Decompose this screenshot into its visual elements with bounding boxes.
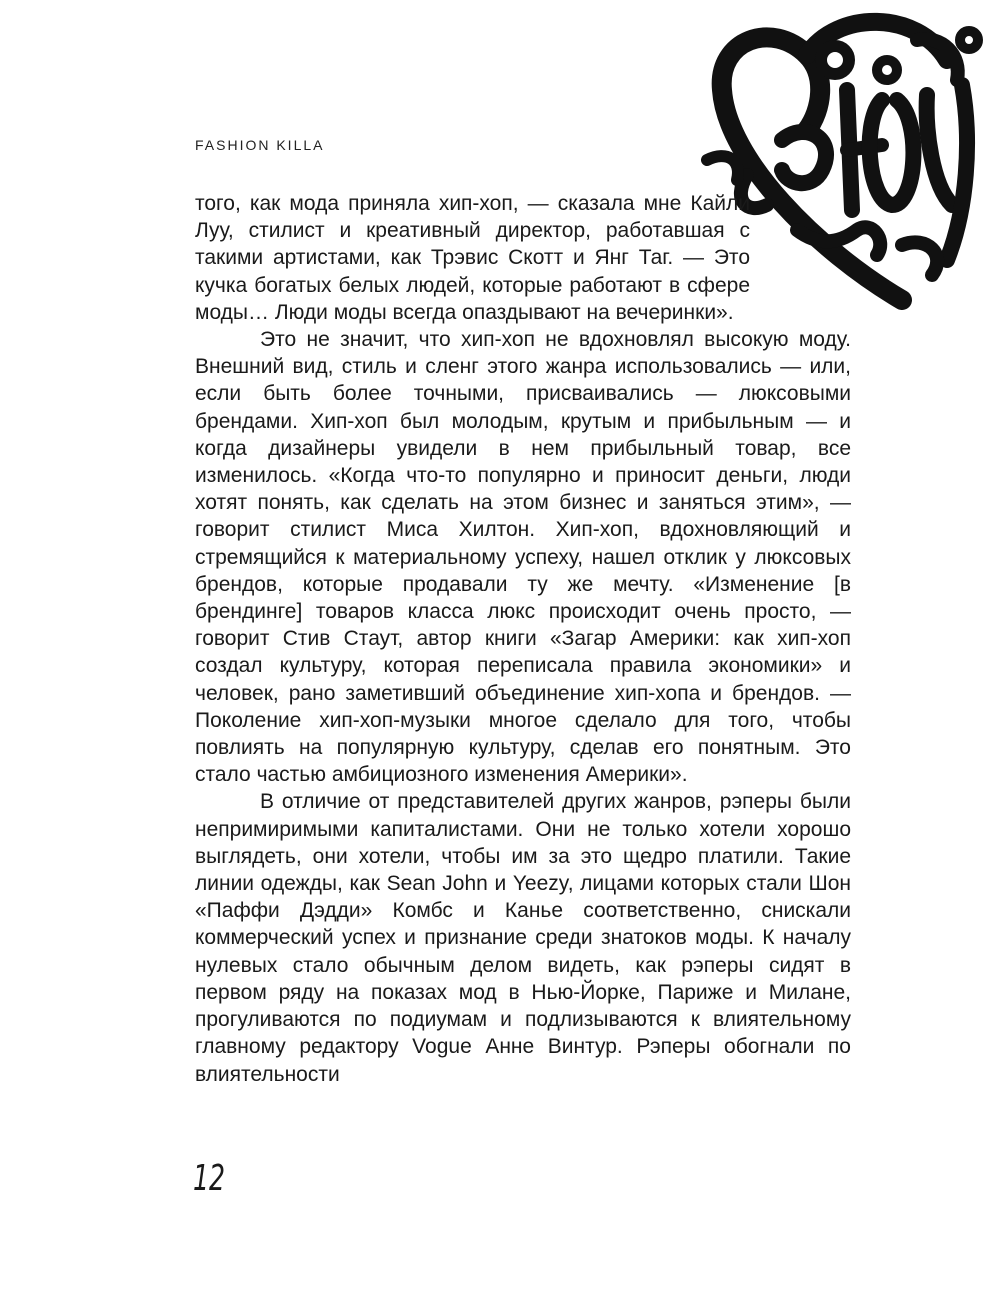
- paragraph: В отличие от представителей других жанров, рэперы были непримиримыми капиталистами. Они не только хотели хорошо выглядеть, они хотели, чтобы им за это щедро платили. Такие линии одежды, как Sean John и Yeezy, лицами которых стали Шон «Паффи Дэдди» Комбс и Канье соответственно, снискали коммерческий успех и признание среди знатоков моды. К началу нулевых стало обычным делом видеть, как рэперы сидят в первом ряду на показах мод в Нью-Йорке, Париже и Милане, прогуливаются по подиумам и подлизываются к влиятельному главному редактору Vogue Анне Винтур. Рэперы обогнали по влиятельности: [195, 790, 851, 1086]
- page-number: 12: [193, 1158, 226, 1199]
- body-text: [195, 190, 851, 1088]
- running-title: FASHION KILLA: [195, 137, 325, 153]
- paragraph: того, как мода приняла хип-хоп, — сказала мне Кайли Луу, стилист и креативный директор, работавшая с такими артистами, как Трэвис Скотт и Янг Таг. — Это кучка богатых белых людей, которые работают в сфере моды… Люди моды всегда опаздывают на вечеринки».: [195, 192, 750, 324]
- paragraph: Это не значит, что хип-хоп не вдохновлял высокую моду. Внешний вид, стиль и сленг этого жанра использовались — или, если быть более точными, присваивались — люксовыми брендами. Хип-хоп был молодым, крутым и прибыльным — и когда дизайнеры увидели в нем прибыльный товар, все изменилось. «Когда что-то популярно и приносит деньги, люди хотят понять, как сделать на этом бизнес и заняться этим», — говорит стилист Миса Хилтон. Хип-хоп, вдохновляющий и стремящийся к материальному успеху, нашел отклик у люксовых брендов, которые продавали ту же мечту. «Изменение [в брендинге] товаров класса люкс происходит очень просто, — говорит Стив Стаут, автор книги «Загар Америки: как хип-хоп создал культуру, которая переписала правила экономики» и человек, рано заметивший объединение хип-хопа и брендов. — Поколение хип-хоп-музыки многое сделало для того, чтобы повлиять на популярную культуру, сделав его понятным. Это стало частью амбициозного изменения Америки».: [195, 328, 851, 787]
